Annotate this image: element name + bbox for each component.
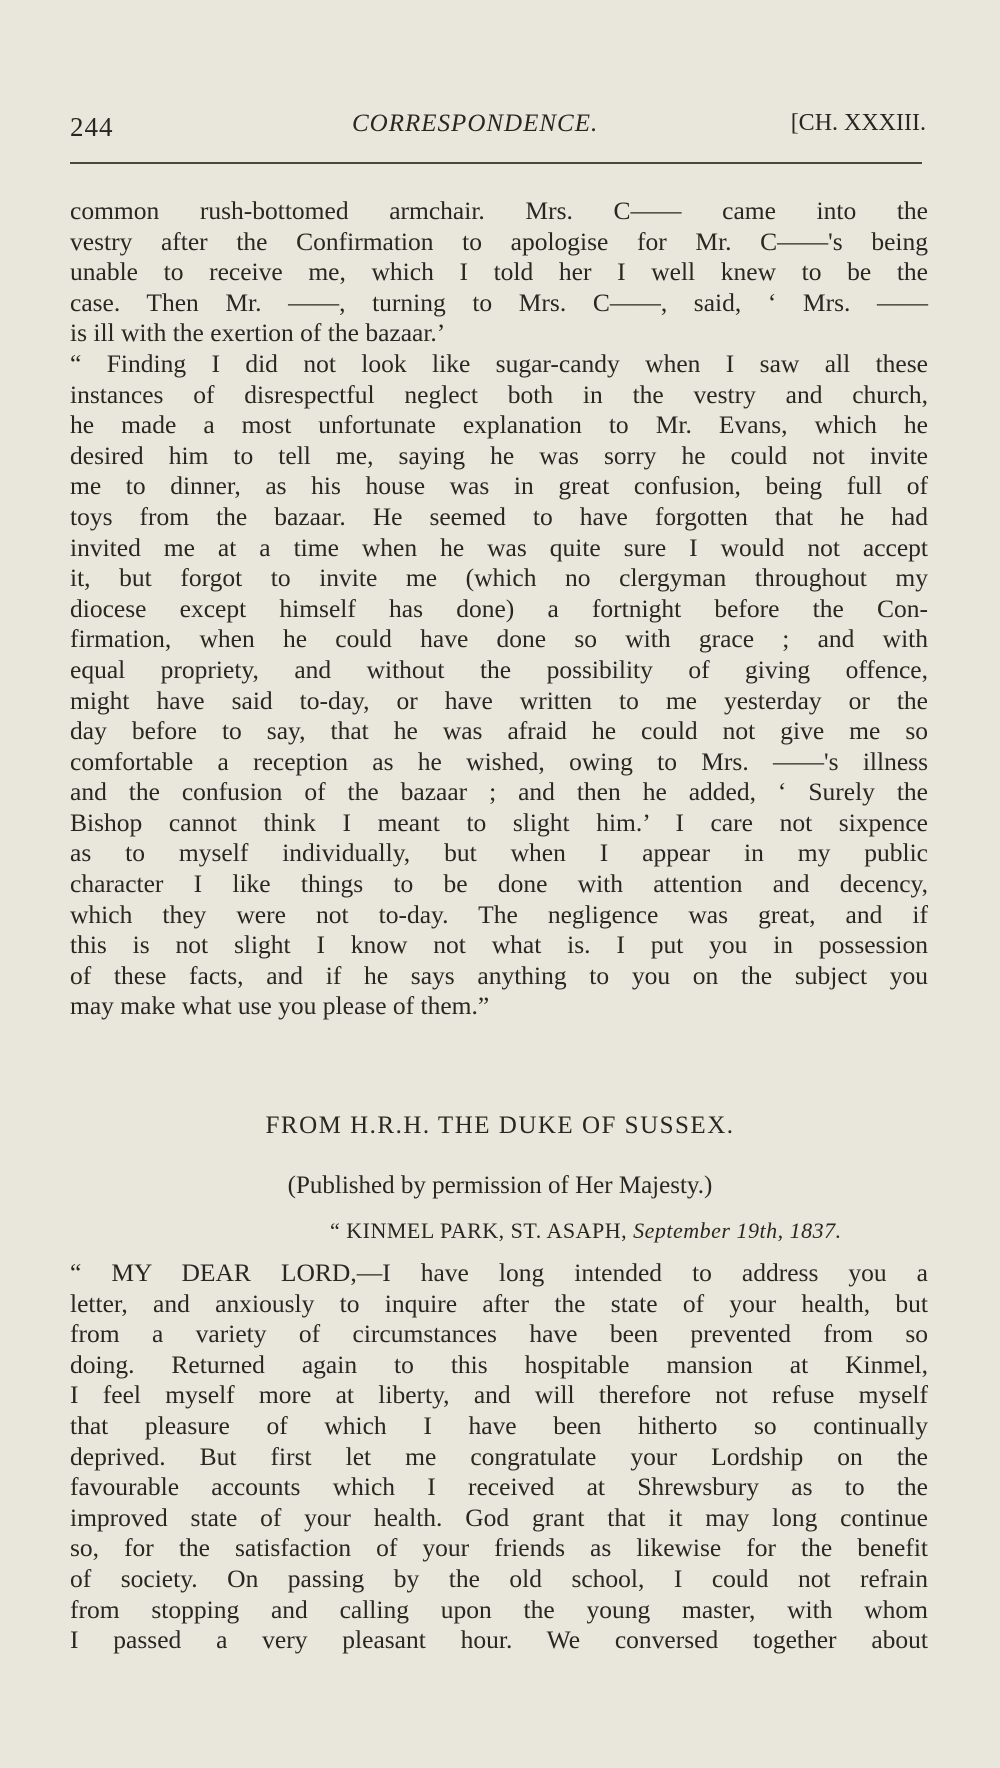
text-line: doing. Returned again to this hospitable mansion at Kinmel, xyxy=(70,1349,928,1379)
text-line: this is not slight I know not what is. I put you in possession xyxy=(70,930,928,960)
text-line: improved state of your health. God grant that it may long continue xyxy=(70,1502,928,1532)
text-line: that pleasure of which I have been hitherto so continually xyxy=(70,1410,928,1440)
text-line: day before to say, that he was afraid he could not give me so xyxy=(70,716,928,746)
text-line: deprived. But first let me congratulate your Lordship on the xyxy=(70,1441,928,1471)
text-line: letter, and anxiously to inquire after the state of your health, but xyxy=(70,1288,928,1318)
text-line: “ MY DEAR LORD,—I have long intended to address you a xyxy=(70,1258,928,1287)
text-line: “ Finding I did not look like sugar-candy when I saw all these xyxy=(70,348,928,378)
text-line: may make what use you please of them.” xyxy=(70,991,490,1021)
text-line: comfortable a reception as he wished, owing to Mrs. ——'s illness xyxy=(70,746,928,776)
text-line: from a variety of circumstances have been prevented from so xyxy=(70,1319,928,1349)
text-line: he made a most unfortunate explanation to Mr. Evans, which he xyxy=(70,410,928,440)
text-line: is ill with the exertion of the bazaar.’ xyxy=(70,318,446,348)
text-line: as to myself individually, but when I appear in my public xyxy=(70,838,928,868)
dateline-date: September 19th, 1837. xyxy=(633,1218,842,1243)
text-line: unable to receive me, which I told her I well knew to be the xyxy=(70,257,928,287)
body-text-block-1 xyxy=(70,196,928,1022)
text-line: instances of disrespectful neglect both in the vestry and church, xyxy=(70,379,928,409)
text-line: I passed a very pleasant hour. We conversed together about xyxy=(70,1625,928,1655)
header-rule xyxy=(70,162,922,164)
text-line: vestry after the Confirmation to apologise for Mr. C——'s being xyxy=(70,226,928,256)
text-line: I feel myself more at liberty, and will therefore not refuse myself xyxy=(70,1380,928,1410)
body-text-block-2 xyxy=(70,1258,928,1656)
text-line: toys from the bazaar. He seemed to have forgotten that he had xyxy=(70,501,928,531)
page-number: 244 xyxy=(70,112,114,142)
text-line: diocese except himself has done) a fortnight before the Con- xyxy=(70,593,928,623)
text-line: might have said to-day, or have written to me yesterday or the xyxy=(70,685,928,715)
text-line: equal propriety, and without the possibility of giving offence, xyxy=(70,654,928,684)
text-line: and the confusion of the bazaar ; and then he added, ‘ Surely the xyxy=(70,777,928,807)
text-line: of society. On passing by the old school, I could not refrain xyxy=(70,1563,928,1593)
chapter-reference: [CH. XXXIII. xyxy=(790,110,926,136)
dateline-place: “ KINMEL PARK, ST. ASAPH, xyxy=(330,1218,628,1243)
text-line: common rush-bottomed armchair. Mrs. C—— came into the xyxy=(70,196,928,225)
text-line: firmation, when he could have done so with grace ; and with xyxy=(70,624,928,654)
letter-subheading: (Published by permission of Her Majesty.) xyxy=(287,1172,713,1199)
text-line: invited me at a time when he was quite sure I would not accept xyxy=(70,532,928,562)
text-line: favourable accounts which I received at Shrewsbury as to the xyxy=(70,1472,928,1502)
text-line: case. Then Mr. ——, turning to Mrs. C——, said, ‘ Mrs. —— xyxy=(70,287,928,317)
text-line: desired him to tell me, saying he was sorry he could not invite xyxy=(70,440,928,470)
text-line: of these facts, and if he says anything to you on the subject you xyxy=(70,960,928,990)
running-title: CORRESPONDENCE. xyxy=(352,110,599,137)
letter-dateline xyxy=(330,1218,842,1244)
letter-heading: FROM H.R.H. THE DUKE OF SUSSEX. xyxy=(265,1112,735,1139)
text-line: which they were not to-day. The negligence was great, and if xyxy=(70,899,928,929)
text-line: from stopping and calling upon the young master, with whom xyxy=(70,1594,928,1624)
text-line: me to dinner, as his house was in great confusion, being full of xyxy=(70,471,928,501)
text-line: character I like things to be done with attention and decency, xyxy=(70,869,928,899)
text-line: it, but forgot to invite me (which no clergyman throughout my xyxy=(70,563,928,593)
text-line: Bishop cannot think I meant to slight him.’ I care not sixpence xyxy=(70,807,928,837)
text-line: so, for the satisfaction of your friends as likewise for the benefit xyxy=(70,1533,928,1563)
running-header xyxy=(70,106,926,146)
